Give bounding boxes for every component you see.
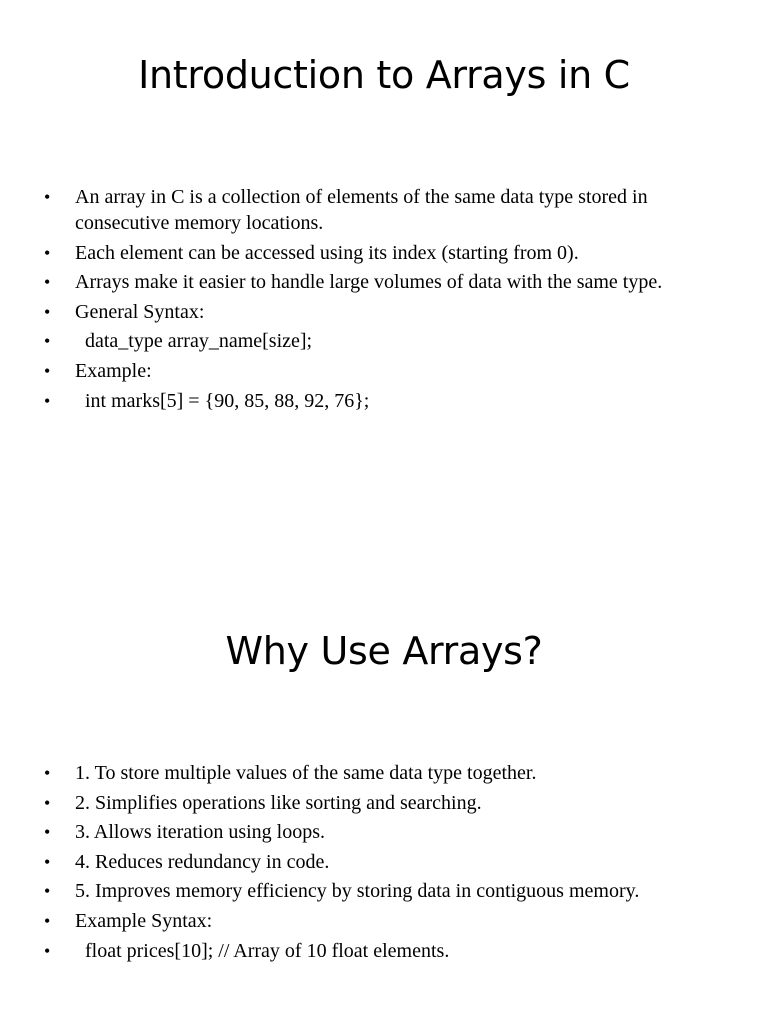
bullet-item	[0, 240, 768, 266]
bullet-text: An array in C is a collection of elements of the same data type stored in consecutive memory locations.	[75, 186, 648, 234]
bullet-icon: •	[44, 390, 51, 411]
slide-title: Why Use Arrays?	[225, 629, 543, 673]
slide-title: Introduction to Arrays in C	[138, 53, 630, 97]
bullet-text: 3. Allows iteration using loops.	[75, 821, 325, 844]
bullet-icon: •	[44, 763, 51, 783]
bullet-item	[0, 819, 768, 845]
bullet-text: Each element can be accessed using its index (starting from 0).	[75, 241, 579, 264]
bullet-item	[0, 328, 768, 354]
bullet-item	[0, 908, 768, 934]
bullet-item	[0, 790, 768, 816]
bullet-icon: •	[44, 242, 51, 263]
code-syntax-text: data_type array_name[size];	[75, 330, 313, 353]
bullet-icon: •	[44, 822, 51, 843]
bullet-item	[0, 849, 768, 875]
bullet-item	[0, 878, 768, 904]
bullet-text: General Syntax:	[75, 300, 205, 323]
bullet-item	[0, 760, 768, 786]
bullet-icon: •	[44, 187, 51, 207]
bullet-item	[0, 938, 768, 964]
bullet-item	[0, 184, 768, 236]
bullet-text: Example:	[75, 359, 152, 382]
code-example-text: int marks[5] = {90, 85, 88, 92, 76};	[75, 389, 370, 412]
bullet-list	[0, 760, 768, 967]
bullet-item	[0, 299, 768, 325]
bullet-icon: •	[44, 272, 51, 293]
bullet-icon: •	[44, 851, 51, 872]
bullet-icon: •	[44, 301, 51, 322]
bullet-text: 2. Simplifies operations like sorting and searching.	[75, 791, 482, 814]
bullet-text: Example Syntax:	[75, 909, 213, 932]
bullet-item	[0, 388, 768, 414]
bullet-item	[0, 269, 768, 295]
bullet-text: 5. Improves memory efficiency by storing data in contiguous memory.	[75, 880, 640, 903]
code-example-text: float prices[10]; // Array of 10 float elements.	[75, 939, 450, 962]
bullet-icon: •	[44, 331, 51, 352]
bullet-icon: •	[44, 940, 51, 961]
bullet-text: Arrays make it easier to handle large volumes of data with the same type.	[75, 271, 663, 294]
bullet-item	[0, 358, 768, 384]
slide-why-use-arrays	[0, 576, 768, 1024]
bullet-icon: •	[44, 360, 51, 381]
bullet-text: 4. Reduces redundancy in code.	[75, 850, 330, 873]
bullet-list	[0, 184, 768, 417]
bullet-icon: •	[44, 792, 51, 813]
bullet-icon: •	[44, 910, 51, 931]
bullet-icon: •	[44, 881, 51, 902]
bullet-text: 1. To store multiple values of the same data type together.	[75, 762, 537, 784]
